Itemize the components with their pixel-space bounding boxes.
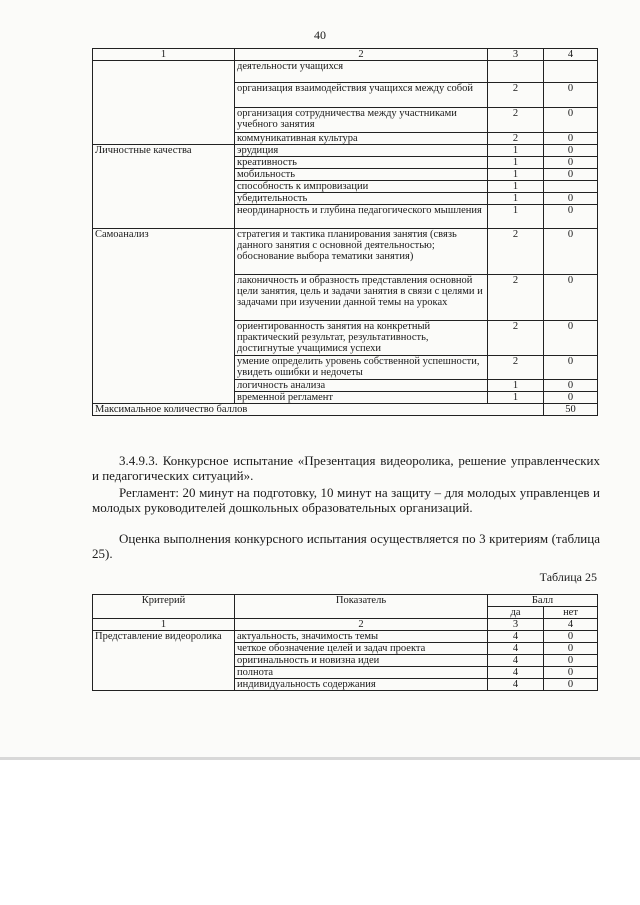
score-no-cell: 0: [544, 145, 598, 157]
indicator-cell: стратегия и тактика планирования занятия (связь данного занятия с основной деятельностью; обоснование выбора тематики занятия): [235, 229, 488, 275]
score-yes-cell: 1: [488, 193, 544, 205]
score-yes-cell: 1: [488, 169, 544, 181]
paragraph-3: Оценка выполнения конкурсного испытания осуществляется по 3 критериям (таблица 25).: [92, 531, 600, 561]
score-yes-cell: 4: [488, 655, 544, 667]
score-no-cell: [544, 181, 598, 193]
indicator-cell: неординарность и глубина педагогического мышления: [235, 205, 488, 229]
number-cell: 1: [93, 619, 235, 631]
score-yes-cell: 2: [488, 108, 544, 133]
score-yes-cell: 2: [488, 83, 544, 108]
score-yes-cell: 2: [488, 321, 544, 356]
header-cell: 2: [235, 49, 488, 61]
page-number: 40: [314, 28, 326, 42]
paragraph-2: Регламент: 20 минут на подготовку, 10 минут на защиту – для молодых управленцев и молодых руководителей дошкольных образовательных организаций.: [92, 485, 600, 515]
score-no-cell: 0: [544, 83, 598, 108]
score-no-cell: 0: [544, 169, 598, 181]
score-yes-cell: 4: [488, 643, 544, 655]
score-no-cell: 0: [544, 631, 598, 643]
indicator-cell: мобильность: [235, 169, 488, 181]
score-yes-cell: 1: [488, 392, 544, 404]
score-no-cell: 0: [544, 380, 598, 392]
score-yes-cell: 1: [488, 157, 544, 169]
criterion-cell: Представление видеоролика: [93, 631, 235, 691]
score-no-cell: 0: [544, 205, 598, 229]
total-value: 50: [544, 404, 598, 416]
score-no-cell: 0: [544, 157, 598, 169]
score-no-cell: 0: [544, 108, 598, 133]
indicator-cell: организация сотрудничества между участниками учебного занятия: [235, 108, 488, 133]
score-no-cell: 0: [544, 229, 598, 275]
score-no-cell: 0: [544, 679, 598, 691]
video-criteria-table: [92, 594, 598, 691]
number-cell: 2: [235, 619, 488, 631]
score-no-cell: 0: [544, 643, 598, 655]
criterion-cell: Самоанализ: [93, 229, 235, 404]
score-no-cell: 0: [544, 193, 598, 205]
table-header-row: [93, 595, 598, 607]
indicator-cell: актуальность, значимость темы: [235, 631, 488, 643]
score-no-cell: 0: [544, 133, 598, 145]
indicator-cell: полнота: [235, 667, 488, 679]
indicator-cell: ориентированность занятия на конкретный практический результат, результативность, достигнутые учащимися успехи: [235, 321, 488, 356]
regulation-paragraph: [92, 485, 600, 515]
indicator-cell: креативность: [235, 157, 488, 169]
score-yes-cell: 1: [488, 205, 544, 229]
indicator-cell: умение определить уровень собственной успешности, увидеть ошибки и недочеты: [235, 356, 488, 380]
score-no-cell: 0: [544, 667, 598, 679]
indicator-cell: организация взаимодействия учащихся между собой: [235, 83, 488, 108]
indicator-cell: лаконичность и образность представления основной цели занятия, цель и задачи занятия в связи с целями и задачами при изучении данной темы на уроках: [235, 275, 488, 321]
score-no-cell: [544, 61, 598, 83]
table-header-row: [93, 49, 598, 61]
indicator-cell: деятельности учащихся: [235, 61, 488, 83]
total-label: Максимальное количество баллов: [93, 404, 544, 416]
score-no-cell: 0: [544, 392, 598, 404]
score-yes-cell: 2: [488, 229, 544, 275]
table-row: [93, 631, 598, 643]
score-no-cell: 0: [544, 321, 598, 356]
table-row: [93, 145, 598, 157]
score-yes-cell: 4: [488, 679, 544, 691]
score-no-cell: 0: [544, 356, 598, 380]
indicator-cell: временной регламент: [235, 392, 488, 404]
score-yes-cell: 4: [488, 667, 544, 679]
header-yes: да: [488, 607, 544, 619]
header-no: нет: [544, 607, 598, 619]
paragraph-1: 3.4.9.3. Конкурсное испытание «Презентация видеоролика, решение управленческих и педагогических ситуаций».: [92, 453, 600, 483]
number-row: [93, 619, 598, 631]
indicator-cell: четкое обозначение целей и задач проекта: [235, 643, 488, 655]
indicator-cell: оригинальность и новизна идеи: [235, 655, 488, 667]
score-no-cell: 0: [544, 655, 598, 667]
header-indicator: Показатель: [235, 595, 488, 619]
score-yes-cell: 1: [488, 181, 544, 193]
indicator-cell: способность к импровизации: [235, 181, 488, 193]
total-row: [93, 404, 598, 416]
header-cell: 3: [488, 49, 544, 61]
section-heading-paragraph: [92, 453, 600, 483]
header-score: Балл: [488, 595, 598, 607]
score-yes-cell: 4: [488, 631, 544, 643]
indicator-cell: эрудиция: [235, 145, 488, 157]
table-caption: Таблица 25: [539, 570, 597, 584]
score-yes-cell: 1: [488, 145, 544, 157]
criteria-table: [92, 48, 598, 416]
score-yes-cell: 2: [488, 133, 544, 145]
criterion-cell: Личностные качества: [93, 145, 235, 229]
table-row: [93, 61, 598, 83]
indicator-cell: логичность анализа: [235, 380, 488, 392]
number-cell: 3: [488, 619, 544, 631]
score-yes-cell: 2: [488, 275, 544, 321]
score-yes-cell: [488, 61, 544, 83]
indicator-cell: коммуникативная культура: [235, 133, 488, 145]
table-row: [93, 229, 598, 275]
page-edge-divider: [0, 757, 640, 760]
header-cell: 4: [544, 49, 598, 61]
score-yes-cell: 2: [488, 356, 544, 380]
indicator-cell: индивидуальность содержания: [235, 679, 488, 691]
criterion-cell: [93, 61, 235, 145]
number-cell: 4: [544, 619, 598, 631]
header-criterion: Критерий: [93, 595, 235, 619]
evaluation-paragraph: [92, 531, 600, 561]
score-no-cell: 0: [544, 275, 598, 321]
indicator-cell: убедительность: [235, 193, 488, 205]
score-yes-cell: 1: [488, 380, 544, 392]
header-cell: 1: [93, 49, 235, 61]
